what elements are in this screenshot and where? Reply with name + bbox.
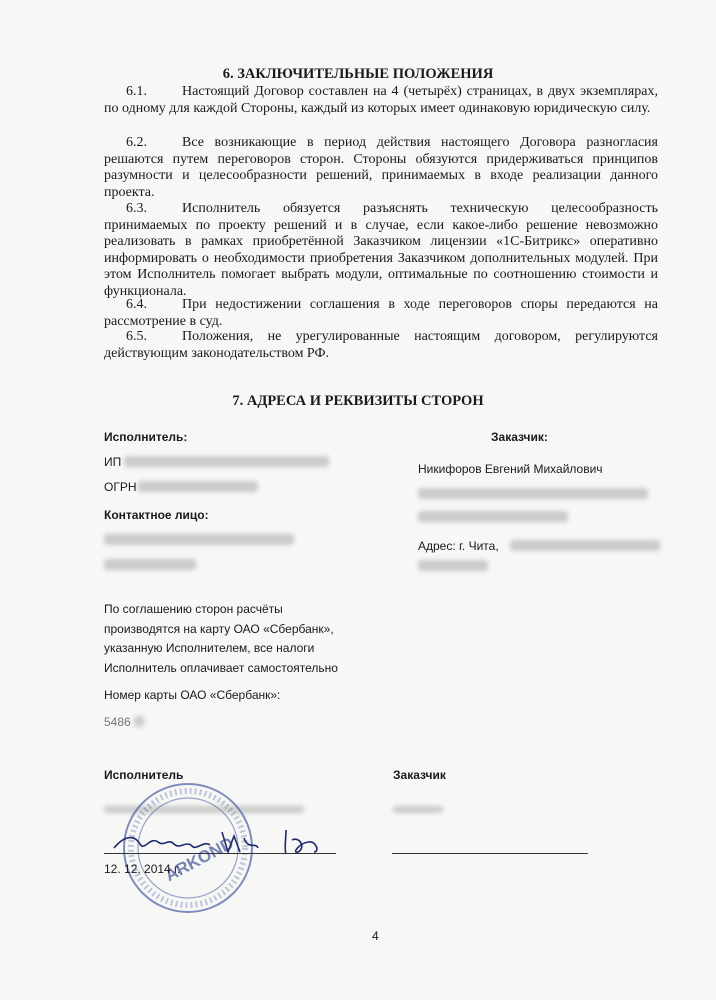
customer-label: Заказчик: xyxy=(491,430,548,444)
payment-line: указанную Исполнителем, все налоги xyxy=(104,641,315,655)
redacted-executor-name xyxy=(124,456,329,467)
clause-6-5 xyxy=(104,329,658,362)
redacted-passport-1 xyxy=(418,488,648,499)
clause-6-4 xyxy=(104,297,658,330)
payment-line: Исполнитель оплачивает самостоятельно xyxy=(104,660,338,675)
redacted-contact-phone xyxy=(104,559,196,570)
executor-ogrn-prefix: ОГРН xyxy=(104,480,137,494)
redacted-address-1 xyxy=(510,540,660,551)
signature-date: 12. 12. 2014 г. xyxy=(104,862,181,876)
section-7-title: 7. АДРЕСА И РЕКВИЗИТЫ СТОРОН xyxy=(232,393,484,409)
card-number-prefix: 5486 xyxy=(104,715,131,729)
payment-line: По соглашению сторон расчёты xyxy=(104,602,283,616)
clause-text: Все возникающие в период действия настоящего Договора разногласия решаются путем переговоров сторон. Стороны обязуются придерживаться принципов разумности и целесообразности решений, принимаемых в входе реализации данного проекта. xyxy=(104,135,658,200)
clause-number: 6.5. xyxy=(126,329,147,344)
clause-6-3 xyxy=(104,201,658,300)
customer-address-prefix: Адрес: г. Чита, xyxy=(418,539,499,553)
payment-line: производятся на карту ОАО «Сбербанк», xyxy=(104,621,334,636)
clause-number: 6.1. xyxy=(126,84,147,99)
clause-text: Положения, не урегулированные настоящим договором, регулируются действующим законодательством РФ. xyxy=(104,329,658,361)
redacted-address-2 xyxy=(418,560,488,571)
payment-terms xyxy=(104,600,338,678)
executor-label: Исполнитель: xyxy=(104,430,188,444)
clause-text: Исполнитель обязуется разъяснять техническую целесообразность принимаемых по проекту решений и в случае, если какое-либо решение невозможно реализовать в рамках приобретённой Заказчиком лицензии «1С-Битрикс» оперативно информировать о необходимости приобретения Заказчиком дополнительных модулей. При этом Исполнитель помогает выбрать модули, оптимальные по соотношению стоимости и функционала. xyxy=(104,201,658,299)
signature-customer-label: Заказчик xyxy=(393,768,446,782)
clause-6-2 xyxy=(104,135,658,201)
contact-person-label: Контактное лицо: xyxy=(104,508,209,522)
clause-number: 6.4. xyxy=(126,297,147,312)
clause-text: Настоящий Договор составлен на 4 (четырёх) страницах, в двух экземплярах, по одному для каждой Стороны, каждый из которых имеет одинаковую юридическую силу. xyxy=(104,84,658,116)
signature-executor-label: Исполнитель xyxy=(104,768,184,782)
clause-number: 6.2. xyxy=(126,135,147,150)
redacted-customer-signature-name xyxy=(393,806,443,813)
clause-number: 6.3. xyxy=(126,201,147,216)
stamp-text: ARKOND xyxy=(161,833,237,886)
customer-signature-line xyxy=(392,853,588,854)
redacted-card-number xyxy=(134,716,144,727)
redacted-passport-2 xyxy=(418,511,568,522)
section-6-title: 6. ЗАКЛЮЧИТЕЛЬНЫЕ ПОЛОЖЕНИЯ xyxy=(222,66,494,82)
executor-signature-line xyxy=(104,853,336,854)
redacted-contact-name xyxy=(104,534,294,545)
page-number: 4 xyxy=(372,929,379,943)
clause-6-1 xyxy=(104,84,658,117)
customer-name: Никифоров Евгений Михайлович xyxy=(418,462,603,476)
redacted-ogrn xyxy=(138,481,258,492)
card-number-label: Номер карты ОАО «Сбербанк»: xyxy=(104,688,281,702)
clause-text: При недостижении соглашения в ходе переговоров споры передаются на рассмотрение в суд. xyxy=(104,297,658,329)
executor-ip-prefix: ИП xyxy=(104,455,122,469)
